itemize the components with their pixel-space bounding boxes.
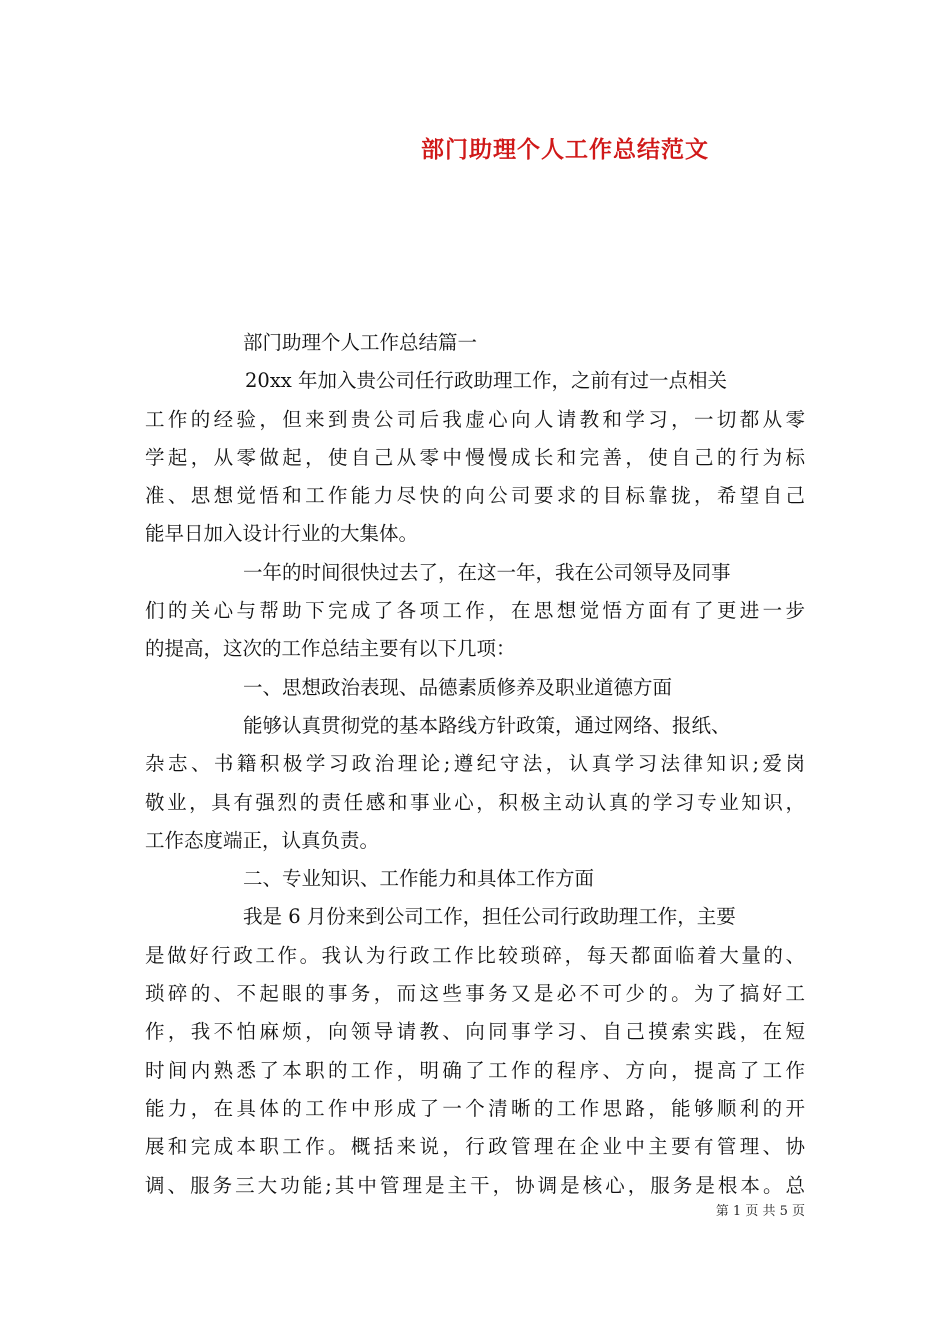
paragraph-line: 调、服务三大功能;其中管理是主干，协调是核心，服务是根本。总 (145, 1173, 805, 1197)
paragraph-line: 学起，从零做起，使自己从零中慢慢成长和完善，使自己的行为标 (145, 445, 805, 469)
document-body (145, 324, 805, 1205)
section-heading: 二、专业知识、工作能力和具体工作方面 (243, 867, 595, 891)
paragraph-line: 20xx 年加入贵公司任行政助理工作，之前有过一点相关 (245, 369, 728, 393)
section-heading: 一、思想政治表现、品德素质修养及职业道德方面 (243, 675, 673, 699)
paragraph-line: 琐碎的、不起眼的事务，而这些事务又是必不可少的。为了搞好工 (145, 982, 805, 1006)
paragraph-line: 我是 6 月份来到公司工作，担任公司行政助理工作，主要 (243, 905, 736, 929)
document-title: 部门助理个人工作总结范文 (421, 136, 709, 163)
paragraph-line: 工作态度端正，认真负责。 (145, 828, 380, 852)
paragraph-line: 能够认真贯彻党的基本路线方针政策，通过网络、报纸、 (243, 713, 731, 737)
paragraph-line: 一年的时间很快过去了，在这一年，我在公司领导及同事 (243, 560, 731, 584)
paragraph-line: 作，我不怕麻烦，向领导请教、向同事学习、自己摸索实践，在短 (145, 1020, 805, 1044)
paragraph-line: 准、思想觉悟和工作能力尽快的向公司要求的目标靠拢，希望自己 (145, 484, 805, 508)
section-heading: 部门助理个人工作总结篇一 (243, 331, 478, 354)
paragraph-line: 时间内熟悉了本职的工作，明确了工作的程序、方向，提高了工作 (145, 1058, 805, 1082)
page-number: 第 1 页 共 5 页 (715, 1204, 805, 1219)
paragraph-line: 的提高，这次的工作总结主要有以下几项： (145, 637, 516, 661)
paragraph-line: 们的关心与帮助下完成了各项工作，在思想觉悟方面有了更进一步 (145, 599, 805, 623)
paragraph-line: 能早日加入设计行业的大集体。 (145, 522, 419, 546)
paragraph-line: 是做好行政工作。我认为行政工作比较琐碎，每天都面临着大量的、 (145, 943, 805, 967)
paragraph-line: 能力，在具体的工作中形成了一个清晰的工作思路，能够顺利的开 (145, 1096, 805, 1120)
paragraph-line: 敬业，具有强烈的责任感和事业心，积极主动认真的学习专业知识， (145, 790, 805, 814)
paragraph-line: 展和完成本职工作。概括来说，行政管理在企业中主要有管理、协 (145, 1135, 805, 1159)
paragraph-line: 工作的经验，但来到贵公司后我虚心向人请教和学习，一切都从零 (145, 407, 805, 431)
paragraph-line: 杂志、书籍积极学习政治理论;遵纪守法，认真学习法律知识;爱岗 (145, 752, 805, 776)
